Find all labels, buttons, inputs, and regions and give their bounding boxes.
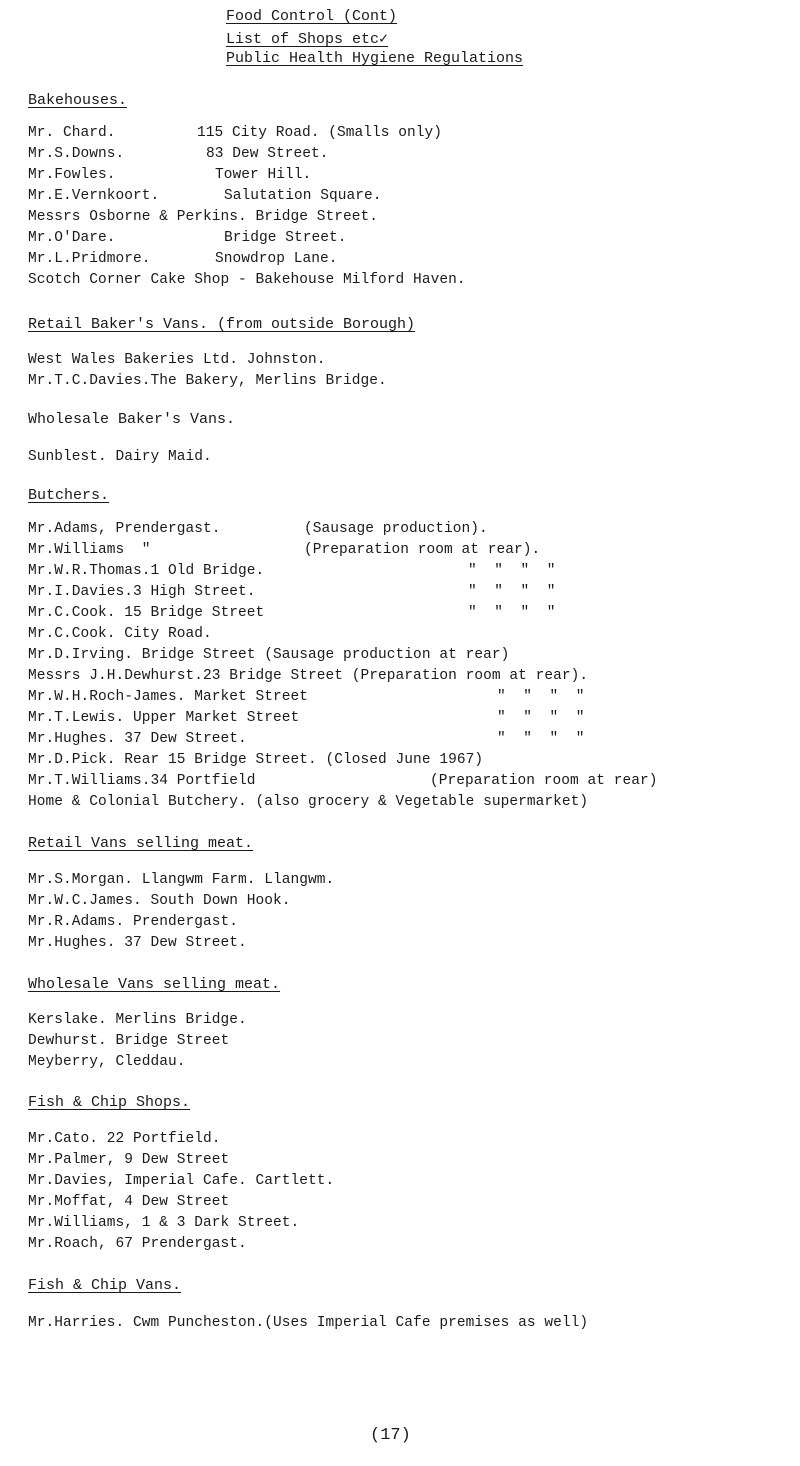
butchers-heading: Butchers.: [28, 487, 110, 504]
list-item: Mr.T.Lewis. Upper Market Street: [28, 710, 300, 726]
list-item-detail: 83 Dew Street.: [206, 146, 329, 162]
list-item-detail: Bridge Street.: [224, 230, 347, 246]
list-item: Mr.Harries. Cwm Puncheston.(Uses Imperial Cafe premises as well): [28, 1315, 589, 1331]
list-item: Mr.D.Pick. Rear 15 Bridge Street. (Closed June 1967): [28, 752, 484, 768]
wholesale-meat-vans-heading: Wholesale Vans selling meat.: [28, 976, 281, 993]
list-item: Mr.Williams ": [28, 542, 151, 558]
ditto-marks: " " " ": [468, 605, 556, 621]
list-item: Mr.I.Davies.3 High Street.: [28, 584, 256, 600]
list-item: Mr.Palmer, 9 Dew Street: [28, 1152, 230, 1168]
list-item-detail: Salutation Square.: [224, 188, 382, 204]
list-item-detail: (Preparation room at rear).: [304, 542, 541, 558]
ditto-marks: " " " ": [497, 689, 585, 705]
list-item: Sunblest. Dairy Maid.: [28, 449, 212, 465]
page-number: (17): [370, 1426, 411, 1445]
list-item: Mr.Cato. 22 Portfield.: [28, 1131, 221, 1147]
list-item: Mr.Roach, 67 Prendergast.: [28, 1236, 247, 1252]
fish-chip-shops-heading: Fish & Chip Shops.: [28, 1094, 191, 1111]
list-item: Mr.E.Vernkoort.: [28, 188, 160, 204]
list-item: Mr.D.Irving. Bridge Street (Sausage production at rear): [28, 647, 510, 663]
list-item: Mr.L.Pridmore.: [28, 251, 151, 267]
list-item: Mr.Davies, Imperial Cafe. Cartlett.: [28, 1173, 335, 1189]
list-item: Mr.Moffat, 4 Dew Street: [28, 1194, 230, 1210]
ditto-marks: " " " ": [497, 710, 585, 726]
list-item: Mr.W.H.Roch-James. Market Street: [28, 689, 309, 705]
list-item: Mr.R.Adams. Prendergast.: [28, 914, 239, 930]
list-item: Scotch Corner Cake Shop - Bakehouse Milford Haven.: [28, 272, 466, 288]
list-item: Mr.W.C.James. South Down Hook.: [28, 893, 291, 909]
fish-chip-vans-heading: Fish & Chip Vans.: [28, 1277, 182, 1294]
list-item: Mr.Hughes. 37 Dew Street.: [28, 731, 247, 747]
list-item: Mr.C.Cook. City Road.: [28, 626, 212, 642]
list-item: Mr.Hughes. 37 Dew Street.: [28, 935, 247, 951]
bakehouses-heading: Bakehouses.: [28, 92, 128, 109]
retail-baker-vans-heading: Retail Baker's Vans. (from outside Borough): [28, 316, 416, 333]
list-item: Mr.T.C.Davies.The Bakery, Merlins Bridge.: [28, 373, 387, 389]
list-item: Mr.S.Morgan. Llangwm Farm. Llangwm.: [28, 872, 335, 888]
list-item: Home & Colonial Butchery. (also grocery & Vegetable supermarket): [28, 794, 589, 810]
list-item: Mr.W.R.Thomas.1 Old Bridge.: [28, 563, 265, 579]
list-item-detail: (Sausage production).: [304, 521, 488, 537]
list-item: Messrs J.H.Dewhurst.23 Bridge Street (Preparation room at rear).: [28, 668, 589, 684]
header-subtitle: List of Shops etc✓: [226, 31, 389, 48]
wholesale-baker-vans-heading: Wholesale Baker's Vans.: [28, 411, 236, 428]
list-item: Meyberry, Cleddau.: [28, 1054, 186, 1070]
list-item: Mr.Williams, 1 & 3 Dark Street.: [28, 1215, 300, 1231]
list-item-detail: Snowdrop Lane.: [215, 251, 338, 267]
list-item: Messrs Osborne & Perkins. Bridge Street.: [28, 209, 379, 225]
list-item: Mr.Adams, Prendergast.: [28, 521, 221, 537]
ditto-marks: " " " ": [468, 563, 556, 579]
list-item: Mr.S.Downs.: [28, 146, 125, 162]
list-item: Mr. Chard.: [28, 125, 116, 141]
retail-meat-vans-heading: Retail Vans selling meat.: [28, 835, 254, 852]
header-regulations: Public Health Hygiene Regulations: [226, 50, 524, 67]
list-item: Mr.T.Williams.34 Portfield: [28, 773, 256, 789]
list-item: Kerslake. Merlins Bridge.: [28, 1012, 247, 1028]
list-item: Mr.O'Dare.: [28, 230, 116, 246]
list-item: Mr.C.Cook. 15 Bridge Street: [28, 605, 265, 621]
list-item-detail: 115 City Road. (Smalls only): [197, 125, 443, 141]
ditto-marks: " " " ": [497, 731, 585, 747]
header-title: Food Control (Cont): [226, 8, 398, 25]
list-item: Mr.Fowles.: [28, 167, 116, 183]
list-item: Dewhurst. Bridge Street: [28, 1033, 230, 1049]
list-item: West Wales Bakeries Ltd. Johnston.: [28, 352, 326, 368]
list-item-detail: Tower Hill.: [215, 167, 312, 183]
ditto-marks: " " " ": [468, 584, 556, 600]
list-item-detail: (Preparation room at rear): [430, 773, 658, 789]
